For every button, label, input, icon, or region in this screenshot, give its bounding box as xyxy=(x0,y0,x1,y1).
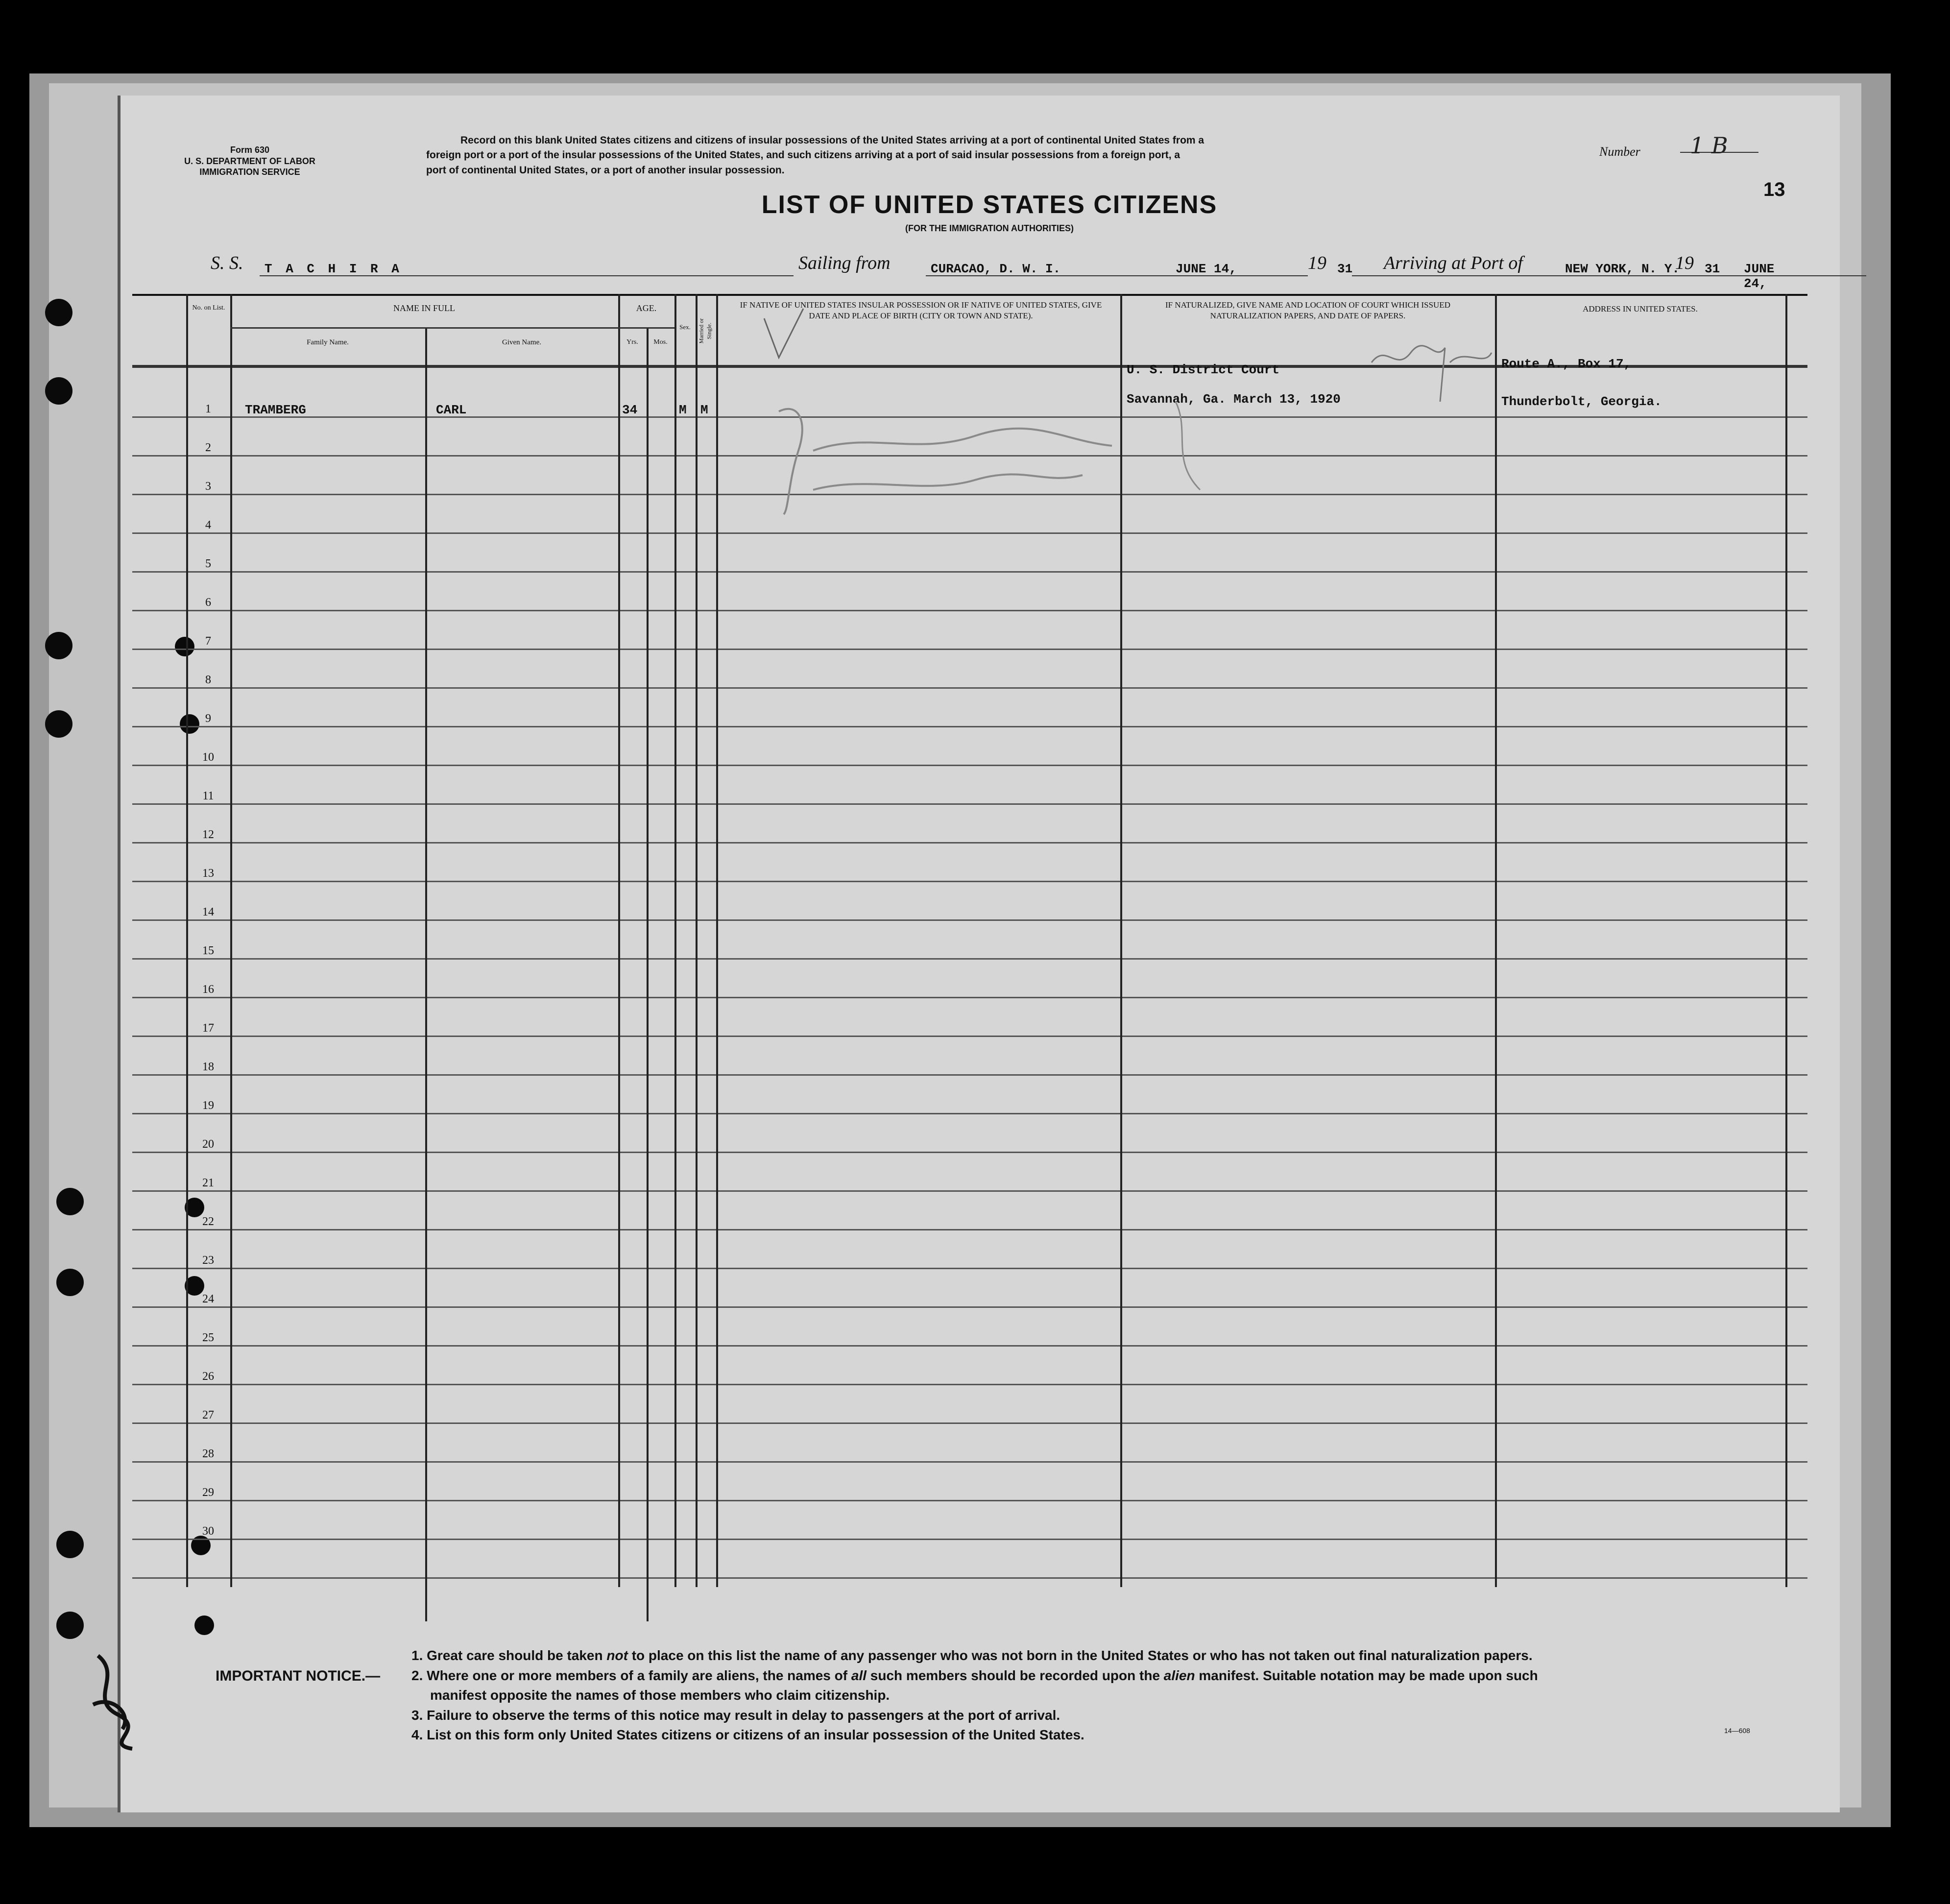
col-divider xyxy=(716,294,718,1587)
address-line2: Thunderbolt, Georgia. xyxy=(1501,394,1662,409)
sailing-from-port: CURACAO, D. W. I. xyxy=(931,262,1061,276)
header-birth-place: IF NATIVE OF UNITED STATES INSULAR POSSESSION OR IF NATIVE OF UNITED STATES, GIVE DATE AND PLACE OF BIRTH (CITY OR TOWN AND STATE). xyxy=(740,300,1102,321)
voyage-line xyxy=(211,250,1775,291)
row-number: 22 xyxy=(202,1215,214,1228)
col-divider xyxy=(674,294,676,1587)
form-identifier xyxy=(147,145,353,178)
family-name-cell: TRAMBERG xyxy=(245,403,306,417)
row-rule xyxy=(132,1461,1807,1463)
margin-scribble xyxy=(83,1646,152,1754)
row-rule xyxy=(132,1229,1807,1230)
department-name: U. S. DEPARTMENT OF LABOR xyxy=(184,156,315,166)
row-rule xyxy=(132,1152,1807,1153)
row-number: 20 xyxy=(202,1138,214,1151)
sailing-date: JUNE 14, xyxy=(1176,262,1237,276)
sex-cell: M xyxy=(679,403,687,417)
col-divider xyxy=(425,328,427,1621)
row-number: 24 xyxy=(202,1293,214,1305)
age-years-cell: 34 xyxy=(622,403,638,417)
row-number: 16 xyxy=(202,983,214,996)
row-number: 23 xyxy=(202,1254,214,1267)
row-rule xyxy=(132,610,1807,611)
col-divider xyxy=(618,294,620,1587)
row-rule xyxy=(132,997,1807,998)
row-number: 4 xyxy=(205,519,211,531)
row-number: 1 xyxy=(205,403,211,415)
row-rule xyxy=(132,1113,1807,1114)
punch-hole xyxy=(56,1531,84,1558)
list-number: 1 B xyxy=(1690,132,1728,159)
punch-hole xyxy=(45,710,72,738)
instructions-line: Record on this blank United States citizens and citizens of insular possessions of the United States arriving at a port of continental United States from a xyxy=(460,135,1204,146)
row-rule xyxy=(132,1539,1807,1540)
row-rule xyxy=(132,765,1807,766)
handwritten-cert-note xyxy=(1367,333,1494,407)
row-number: 26 xyxy=(202,1370,214,1383)
page-subtitle: (FOR THE IMMIGRATION AUTHORITIES) xyxy=(905,223,1074,233)
row-rule xyxy=(132,1500,1807,1501)
row-number: 3 xyxy=(205,480,211,493)
row-rule xyxy=(132,571,1807,573)
row-number: 17 xyxy=(202,1022,214,1035)
passenger-table xyxy=(132,294,1807,1587)
row-rule xyxy=(132,1306,1807,1308)
row-rule xyxy=(132,687,1807,689)
given-name-cell: CARL xyxy=(436,403,467,417)
notice-item-4: 4. List on this form only United States citizens or citizens of an insular possession of the United States. xyxy=(411,1727,1084,1743)
row-rule xyxy=(132,1036,1807,1037)
header-name-in-full: NAME IN FULL xyxy=(393,303,455,313)
form-number: Form 630 xyxy=(230,145,270,155)
header-naturalization: IF NATURALIZED, GIVE NAME AND LOCATION OF COURT WHICH ISSUED NATURALIZATION PAPERS, AND DATE OF PAPERS. xyxy=(1165,300,1450,321)
punch-hole xyxy=(56,1612,84,1639)
row-number: 30 xyxy=(202,1525,214,1538)
col-divider xyxy=(230,294,232,1587)
punch-hole xyxy=(45,377,72,405)
year-prefix: 19 xyxy=(1308,253,1326,273)
instructions-line: port of continental United States, or a port of another insular possession. xyxy=(426,164,785,176)
row-number: 11 xyxy=(202,790,214,802)
punch-hole xyxy=(56,1269,84,1296)
row-number: 12 xyxy=(202,828,214,841)
ss-label: S. S. xyxy=(211,253,243,273)
row-number: 19 xyxy=(202,1099,214,1112)
punch-hole xyxy=(56,1188,84,1215)
col-divider xyxy=(1785,294,1787,1587)
number-label: Number xyxy=(1599,145,1640,159)
footer-code: 14—608 xyxy=(1724,1727,1750,1735)
sailing-from-label: Sailing from xyxy=(798,253,891,273)
instructions-block xyxy=(426,133,1548,178)
row-number: 27 xyxy=(202,1409,214,1422)
header-list-number: No. on List. xyxy=(192,304,225,312)
row-number: 15 xyxy=(202,944,214,957)
row-number: 28 xyxy=(202,1447,214,1460)
header-months: Mos. xyxy=(653,338,668,346)
handwritten-stamp-mark xyxy=(769,392,1357,519)
sailing-year: 31 xyxy=(1337,262,1353,276)
row-number: 18 xyxy=(202,1060,214,1073)
court-line1: U. S. District Court xyxy=(1127,362,1280,377)
row-rule xyxy=(132,803,1807,805)
row-number: 13 xyxy=(202,867,214,880)
col-divider xyxy=(1495,294,1497,1587)
handwritten-check-mark xyxy=(759,304,818,362)
page-number: 13 xyxy=(1763,179,1785,200)
col-divider xyxy=(647,328,649,1621)
married-cell: M xyxy=(700,403,708,417)
row-rule xyxy=(132,1345,1807,1347)
address-line1: Route A., Box 17, xyxy=(1501,357,1632,371)
row-rule xyxy=(132,958,1807,960)
header-sex: Sex. xyxy=(679,323,691,331)
row-rule xyxy=(132,1190,1807,1192)
header-family-name: Family Name. xyxy=(307,338,349,346)
page-title: LIST OF UNITED STATES CITIZENS xyxy=(761,191,1218,219)
row-number: 10 xyxy=(202,751,214,764)
row-rule xyxy=(132,1384,1807,1385)
notice-item-3: 3. Failure to observe the terms of this notice may result in delay to passengers at the port of arrival. xyxy=(411,1707,1060,1723)
row-rule xyxy=(132,1422,1807,1424)
ship-name: T A C H I R A xyxy=(265,262,402,276)
row-rule xyxy=(132,532,1807,534)
row-number: 2 xyxy=(205,441,211,454)
notice-label: IMPORTANT NOTICE.— xyxy=(216,1668,381,1684)
row-rule xyxy=(132,881,1807,882)
notice-item-2-cont: manifest opposite the names of those members who claim citizenship. xyxy=(430,1687,890,1703)
year-prefix: 19 xyxy=(1675,253,1694,273)
row-number: 9 xyxy=(205,712,211,725)
arriving-label: Arriving at Port of xyxy=(1384,253,1523,273)
court-line2: Savannah, Ga. March 13, 1920 xyxy=(1127,392,1341,407)
row-rule xyxy=(132,1268,1807,1269)
punch-hole xyxy=(194,1615,214,1635)
header-given-name: Given Name. xyxy=(502,338,541,346)
arriving-year: 31 xyxy=(1705,262,1720,276)
punch-hole xyxy=(45,632,72,659)
row-rule xyxy=(132,842,1807,844)
arriving-port: NEW YORK, N. Y. xyxy=(1565,262,1680,276)
row-number: 5 xyxy=(205,557,211,570)
row-number: 21 xyxy=(202,1177,214,1189)
notice-items xyxy=(411,1646,1812,1745)
row-number: 8 xyxy=(205,674,211,686)
row-rule xyxy=(132,1074,1807,1076)
col-divider xyxy=(186,294,188,1587)
col-divider xyxy=(696,294,698,1587)
row-number: 6 xyxy=(205,596,211,609)
row-rule xyxy=(132,919,1807,921)
row-number: 7 xyxy=(205,635,211,648)
notice-item-1: 1. Great care should be taken not to place on this list the name of any passenger who was not born in the United States or who has not taken out final naturalization papers. xyxy=(411,1648,1533,1663)
arriving-date: JUNE 24, xyxy=(1744,262,1775,291)
header-address: ADDRESS IN UNITED STATES. xyxy=(1583,304,1698,313)
header-years: Yrs. xyxy=(626,338,638,346)
row-number: 25 xyxy=(202,1331,214,1344)
row-rule xyxy=(132,726,1807,727)
row-number: 29 xyxy=(202,1486,214,1499)
notice-item-2: 2. Where one or more members of a family are aliens, the names of all such members should be recorded upon the alien manifest. Suitable notation may be made upon such xyxy=(411,1667,1538,1683)
instructions-line: foreign port or a port of the insular possessions of the United States, and such citizens arriving at a port of said insular possessions from a foreign port, a xyxy=(426,149,1180,161)
row-rule xyxy=(132,1577,1807,1579)
row-rule xyxy=(132,649,1807,650)
row-number: 14 xyxy=(202,906,214,918)
header-married-single: Married or Single. xyxy=(698,318,712,344)
header-age: AGE. xyxy=(636,303,657,313)
service-name: IMMIGRATION SERVICE xyxy=(199,167,300,177)
punch-hole xyxy=(45,299,72,326)
